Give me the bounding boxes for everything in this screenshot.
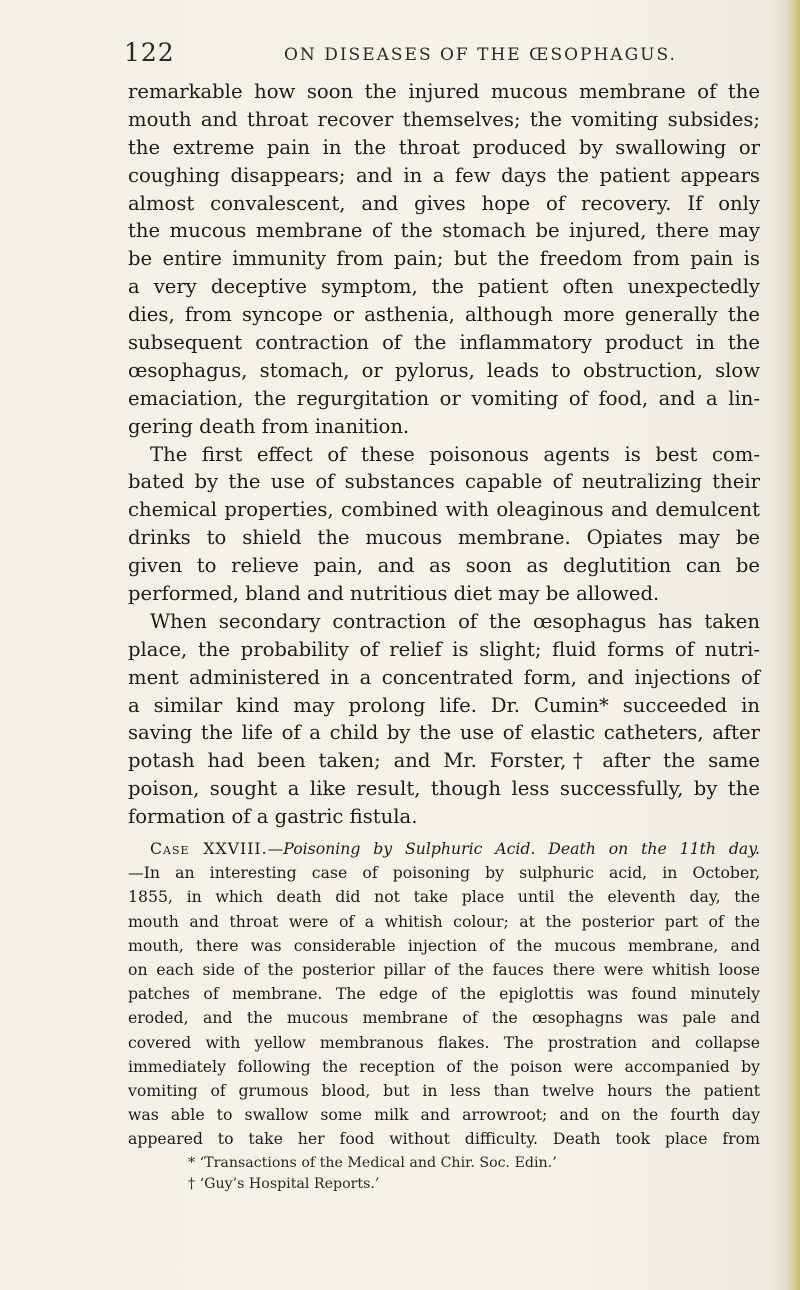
text-line: performed, bland and nutritious diet may be allowed. bbox=[128, 582, 660, 606]
text-line: a similar kind may prolong life. Dr. Cumin* succeeded in bbox=[128, 693, 760, 717]
text-line: coughing disappears; and in a few days the patient appears bbox=[128, 163, 760, 187]
page-edge bbox=[786, 0, 800, 1290]
text-line: be entire immunity from pain; but the freedom from pain is bbox=[128, 247, 760, 271]
text-line: gering death from inanition. bbox=[128, 414, 410, 438]
case-label: Case XXVIII. bbox=[150, 839, 268, 859]
running-head: ON DISEASES OF THE ŒSOPHAGUS. bbox=[284, 45, 677, 65]
text-line: saving the life of a child by the use of elastic catheters, after bbox=[128, 721, 760, 745]
case-line: mouth and throat were of a whitish colour; at the posterior part of the bbox=[128, 911, 760, 931]
case-title: —Poisoning by Sulphuric Acid. Death on the 11th day. bbox=[267, 839, 760, 859]
case-line: eroded, and the mucous membrane of the œsophagns was pale and bbox=[128, 1008, 760, 1028]
case-heading bbox=[128, 837, 760, 861]
case-line: appeared to take her food without difficulty. Death took place from bbox=[128, 1129, 760, 1149]
text-line: mouth and throat recover themselves; the vomiting subsides; bbox=[128, 107, 760, 131]
text-line: the extreme pain in the throat produced by swallowing or bbox=[128, 135, 760, 159]
text-line: given to relieve pain, and as soon as deglutition can be bbox=[128, 554, 760, 578]
text-line: formation of a gastric fistula. bbox=[128, 805, 418, 829]
text-line: a very deceptive symptom, the patient often unexpectedly bbox=[128, 275, 760, 299]
text-line: almost convalescent, and gives hope of recovery. If only bbox=[128, 191, 760, 215]
case-line: covered with yellow membranous flakes. The prostration and collapse bbox=[128, 1032, 760, 1052]
text-line: subsequent contraction of the inflammatory product in the bbox=[128, 331, 760, 355]
page-body bbox=[128, 78, 760, 1195]
text-line: bated by the use of substances capable of neutralizing their bbox=[128, 470, 760, 494]
paragraph-1 bbox=[128, 78, 760, 441]
case-line: vomiting of grumous blood, but in less than twelve hours the patient bbox=[128, 1080, 760, 1100]
page-number: 122 bbox=[124, 38, 175, 67]
page-header bbox=[124, 38, 764, 78]
case-line: patches of membrane. The edge of the epiglottis was found minutely bbox=[128, 984, 760, 1004]
footnote: † ‘Guy’s Hospital Reports.’ bbox=[188, 1176, 380, 1193]
footnote: * ‘Transactions of the Medical and Chir. Soc. Edin.’ bbox=[188, 1155, 557, 1172]
case-line: on each side of the posterior pillar of the fauces there were whitish loose bbox=[128, 959, 760, 979]
case-report bbox=[128, 837, 760, 1151]
text-line: The first effect of these poisonous agents is best com- bbox=[150, 442, 760, 466]
paragraph-3 bbox=[128, 608, 760, 831]
text-line: emaciation, the regurgitation or vomiting of food, and a lin- bbox=[128, 386, 760, 410]
text-line: potash had been taken; and Mr. Forster,† after the same bbox=[128, 749, 760, 773]
text-line: ment administered in a concentrated form, and injections of bbox=[128, 665, 760, 689]
text-line: œsophagus, stomach, or pylorus, leads to obstruction, slow bbox=[128, 358, 760, 382]
text-line: chemical properties, combined with oleaginous and demulcent bbox=[128, 498, 760, 522]
text-line: place, the probability of relief is slight; fluid forms of nutri- bbox=[128, 637, 760, 661]
paragraph-2 bbox=[128, 441, 760, 608]
case-line: was able to swallow some milk and arrowroot; and on the fourth day bbox=[128, 1105, 760, 1125]
text-line: drinks to shield the mucous membrane. Opiates may be bbox=[128, 526, 760, 550]
case-line: immediately following the reception of the poison were accompanied by bbox=[128, 1056, 760, 1076]
footnotes bbox=[128, 1153, 760, 1195]
case-line: mouth, there was considerable injection of the mucous membrane, and bbox=[128, 935, 760, 955]
text-line: remarkable how soon the injured mucous membrane of the bbox=[128, 80, 760, 103]
text-line: poison, sought a like result, though less successfully, by the bbox=[128, 777, 760, 801]
text-line: dies, from syncope or asthenia, although more generally the bbox=[128, 303, 760, 327]
case-line: 1855, in which death did not take place until the eleventh day, the bbox=[128, 887, 760, 907]
text-line: When secondary contraction of the œsophagus has taken bbox=[150, 609, 760, 633]
case-line: —In an interesting case of poisoning by sulphuric acid, in October, bbox=[128, 863, 760, 883]
text-line: the mucous membrane of the stomach be injured, there may bbox=[128, 219, 760, 243]
